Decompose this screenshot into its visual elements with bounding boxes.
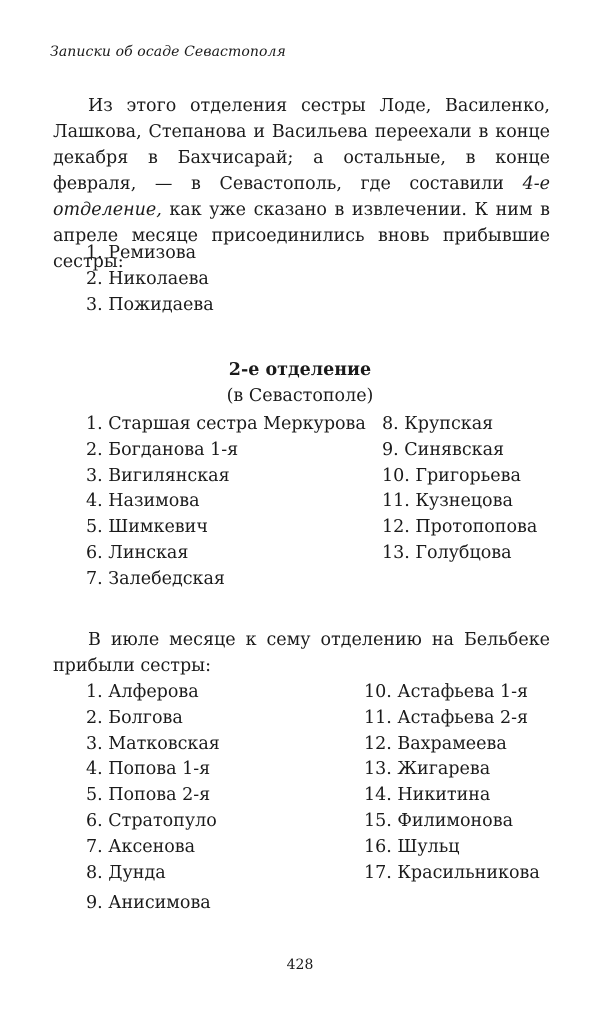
list-item: 10. Астафьева 1-я xyxy=(364,682,529,702)
list-new-sisters xyxy=(86,241,214,318)
list-item: 13. Жигарева xyxy=(364,759,491,780)
list-item: 4. Назимова xyxy=(86,491,200,512)
intro-text-part1: Из этого отделения сестры Лоде, Василенко, Лашкова, Степанова и Васильева переехали в конце декабря в Бахчисарай; а остальные, в конце февраля, — в Севастополь, где составили xyxy=(53,96,550,194)
list-item: 9. Синявская xyxy=(382,439,505,460)
list-item: 2. Николаева xyxy=(86,268,209,289)
section2-list-col2 xyxy=(382,412,537,567)
july-list-col1 xyxy=(86,680,220,917)
list-item: 5. Попова 2-я xyxy=(86,785,211,806)
list-item: 7. Залебедская xyxy=(86,568,225,589)
list-item: 17. Красильникова xyxy=(364,862,540,883)
list-item: 12. Протопопова xyxy=(382,517,538,538)
list-item: 1. Ремизова xyxy=(86,243,197,263)
list-item: 14. Никитина xyxy=(364,785,491,806)
list-item: 6. Стратопуло xyxy=(86,810,217,831)
running-header: Записки об осаде Севастополя xyxy=(50,44,286,60)
list-item: 12. Вахрамеева xyxy=(364,733,507,754)
list-item: 8. Дунда xyxy=(86,862,166,883)
list-item: 7. Аксенова xyxy=(86,836,196,857)
page-number: 428 xyxy=(286,957,314,973)
list-item: 3. Вигилянская xyxy=(86,465,230,486)
list-item: 11. Кузнецова xyxy=(382,491,513,512)
list-item: 1. Алферова xyxy=(86,682,199,702)
section-title: 2-е отделение xyxy=(228,360,372,380)
list-item: 3. Матковская xyxy=(86,733,220,754)
list-item: 9. Анисимова xyxy=(86,893,211,914)
list-item: 13. Голубцова xyxy=(382,542,512,563)
list-item: 1. Старшая сестра Меркурова xyxy=(86,414,366,434)
list-item: 4. Попова 1-я xyxy=(86,759,211,780)
paragraph-july xyxy=(53,627,550,679)
list-item: 10. Григорьева xyxy=(382,465,521,486)
paragraph-july-text: В июле месяце к сему отделению на Бельбеке прибыли сестры: xyxy=(53,630,550,676)
list-item: 6. Линская xyxy=(86,542,189,563)
list-item: 3. Пожидаева xyxy=(86,294,214,315)
section2-list-col1 xyxy=(86,412,366,593)
section-subtitle: (в Севастополе) xyxy=(226,386,374,406)
list-item: 2. Богданова 1-я xyxy=(86,439,239,460)
intro-text-part2: как уже сказано в извлечении. К ним в апреле месяце присоединились вновь прибывшие сестры: xyxy=(53,200,550,272)
list-item: 2. Болгова xyxy=(86,707,183,728)
july-list-col2 xyxy=(364,680,540,886)
list-item: 5. Шимкевич xyxy=(86,517,208,538)
intro-italic-phrase: 4-е отделение, xyxy=(53,174,550,220)
list-item: 16. Шульц xyxy=(364,836,460,857)
list-item: 8. Крупская xyxy=(382,414,494,434)
list-item: 15. Филимонова xyxy=(364,810,513,831)
list-item: 11. Астафьева 2-я xyxy=(364,707,529,728)
